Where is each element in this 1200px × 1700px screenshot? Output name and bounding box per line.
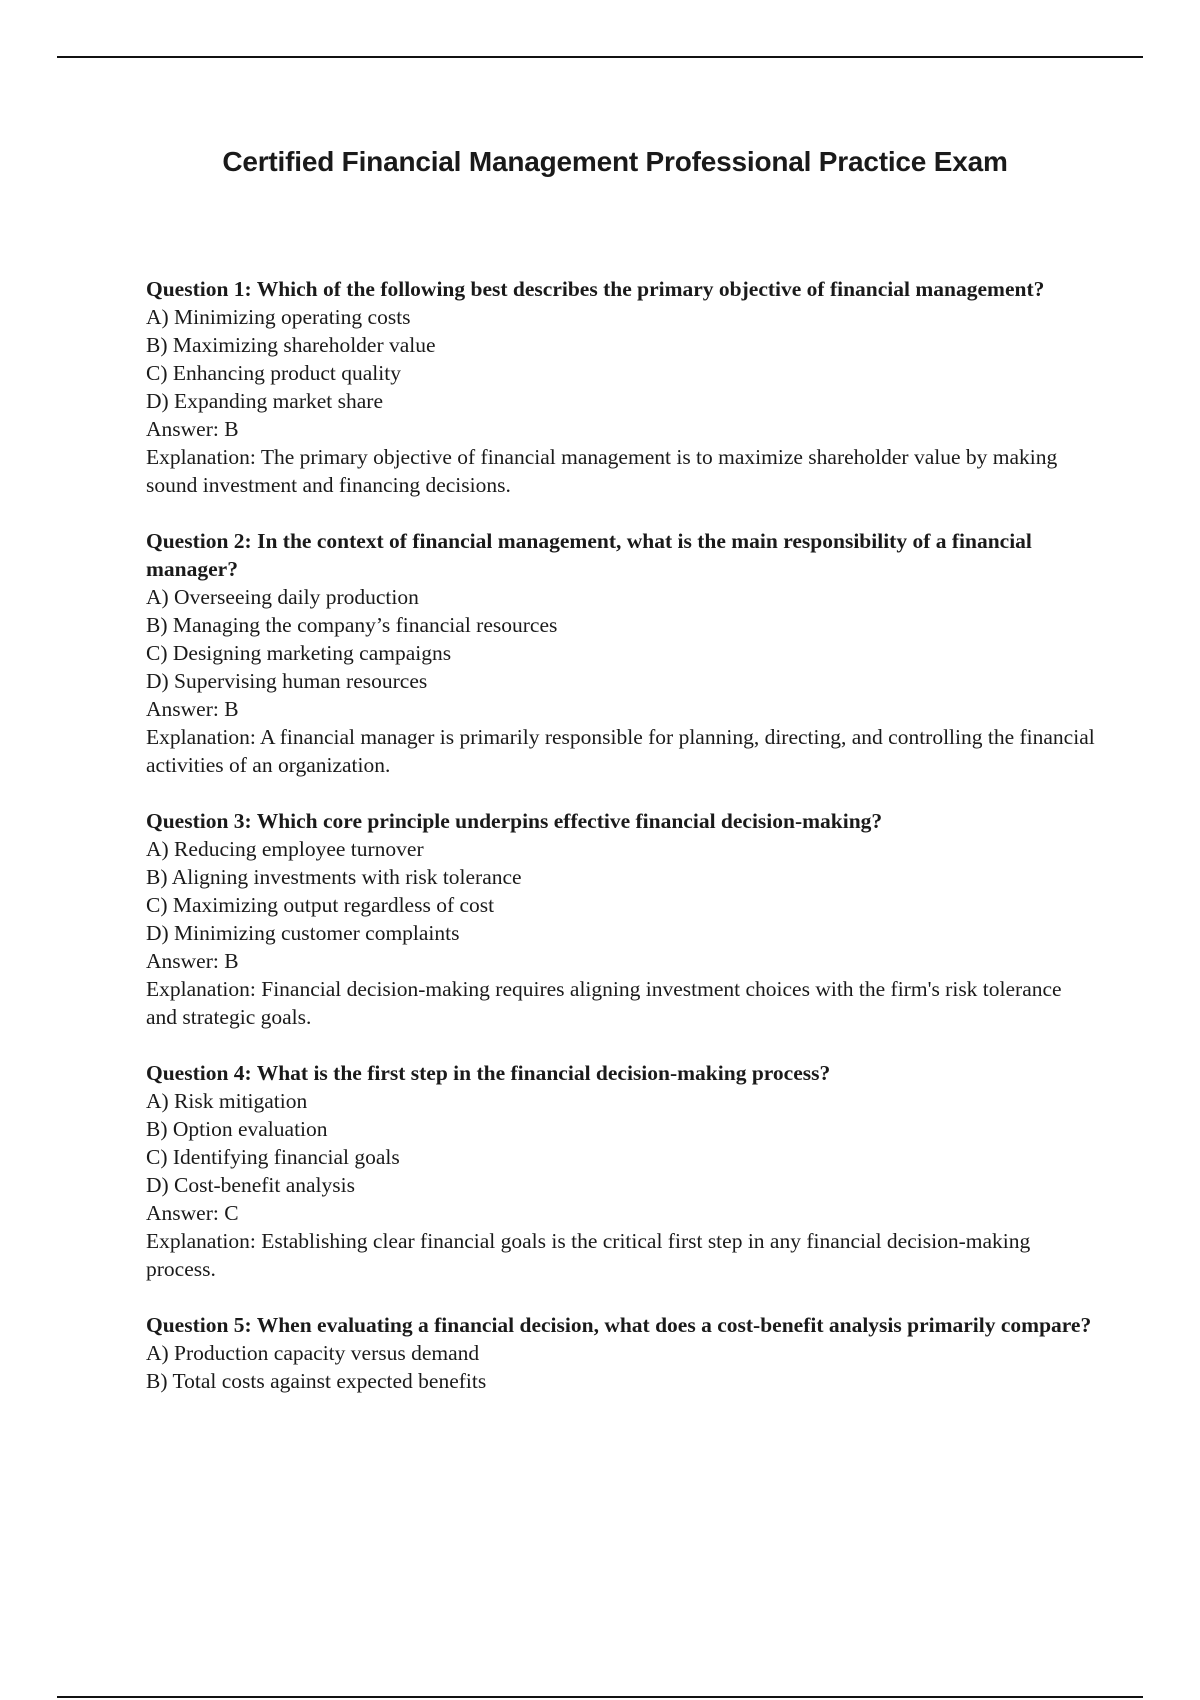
answer-line: Answer: B: [146, 949, 239, 973]
option-b: B) Managing the company’s financial resources: [146, 613, 558, 637]
top-rule: [57, 56, 1143, 58]
question-block-1: [146, 275, 1096, 499]
option-c: C) Maximizing output regardless of cost: [146, 893, 495, 917]
option-a: A) Overseeing daily production: [146, 585, 419, 609]
question-text: Question 2: In the context of financial management, what is the main responsibility of a financial manager?: [146, 529, 1032, 581]
option-a: A) Minimizing operating costs: [146, 305, 411, 329]
question-block-3: [146, 807, 1096, 1031]
question-block-5: [146, 1311, 1096, 1395]
option-a: A) Reducing employee turnover: [146, 837, 424, 861]
question-text: Question 5: When evaluating a financial decision, what does a cost-benefit analysis primarily compare?: [146, 1313, 1092, 1337]
option-c: C) Enhancing product quality: [146, 361, 401, 385]
question-text: Question 1: Which of the following best describes the primary objective of financial management?: [146, 277, 1045, 301]
option-a: A) Production capacity versus demand: [146, 1341, 480, 1365]
question-text: Question 3: Which core principle underpins effective financial decision-making?: [146, 809, 883, 833]
answer-line: Answer: C: [146, 1201, 239, 1225]
explanation-text: Explanation: Financial decision-making requires aligning investment choices with the firm's risk tolerance and strategic goals.: [146, 977, 1062, 1029]
option-b: B) Aligning investments with risk tolerance: [146, 865, 522, 889]
answer-line: Answer: B: [146, 417, 239, 441]
answer-line: Answer: B: [146, 697, 239, 721]
question-block-2: [146, 527, 1096, 779]
explanation-text: Explanation: A financial manager is primarily responsible for planning, directing, and controlling the financial activities of an organization.: [146, 725, 1095, 777]
explanation-text: Explanation: The primary objective of financial management is to maximize shareholder value by making sound investment and financing decisions.: [146, 445, 1058, 497]
option-b: B) Option evaluation: [146, 1117, 328, 1141]
option-d: D) Expanding market share: [146, 389, 384, 413]
explanation-text: Explanation: Establishing clear financial goals is the critical first step in any financial decision-making process.: [146, 1229, 1031, 1281]
question-text: Question 4: What is the first step in the financial decision-making process?: [146, 1061, 831, 1085]
option-c: C) Identifying financial goals: [146, 1145, 400, 1169]
question-block-4: [146, 1059, 1096, 1283]
question-list: [146, 275, 1096, 1423]
option-a: A) Risk mitigation: [146, 1089, 308, 1113]
option-d: D) Cost-benefit analysis: [146, 1173, 355, 1197]
bottom-rule: [57, 1696, 1143, 1698]
option-d: D) Supervising human resources: [146, 669, 428, 693]
option-d: D) Minimizing customer complaints: [146, 921, 460, 945]
option-b: B) Total costs against expected benefits: [146, 1369, 487, 1393]
option-c: C) Designing marketing campaigns: [146, 641, 452, 665]
document-title: Certified Financial Management Professional Practice Exam: [222, 146, 1008, 177]
option-b: B) Maximizing shareholder value: [146, 333, 436, 357]
